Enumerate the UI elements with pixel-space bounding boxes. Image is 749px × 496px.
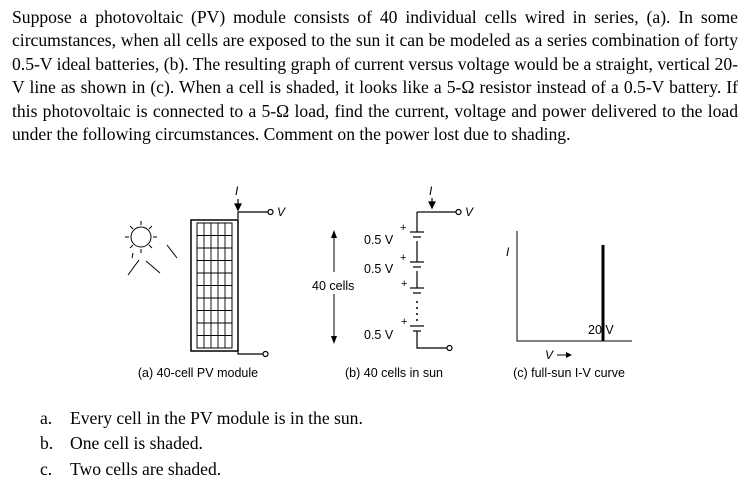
module-voltage-label: V xyxy=(277,205,286,219)
iv-axes xyxy=(517,231,632,341)
question-label: c. xyxy=(40,459,53,479)
caption-b: (b) 40 cells in sun xyxy=(345,366,443,380)
cell-voltage-label-top: 0.5 V xyxy=(364,233,394,247)
caption-a: (a) 40-cell PV module xyxy=(137,366,259,380)
module-wiring xyxy=(235,199,273,357)
iv-x-label: V xyxy=(545,348,554,362)
cell-voltage-label-mid: 0.5 V xyxy=(364,262,394,276)
cell-voltage-label-bottom: 0.5 V xyxy=(364,328,394,342)
question-item xyxy=(40,408,363,429)
cell-count-label: 40 cells xyxy=(312,279,355,293)
plus-sign-3: + xyxy=(401,278,408,290)
series-current-label: I xyxy=(429,184,433,198)
question-text: Every cell in the PV module is in the sun. xyxy=(70,408,363,428)
series-wiring xyxy=(417,198,461,351)
iv-y-label: I xyxy=(506,245,510,259)
question-label: b. xyxy=(40,433,54,453)
plus-sign-2: + xyxy=(400,252,407,264)
question-text: One cell is shaded. xyxy=(70,433,203,453)
question-label: a. xyxy=(40,408,53,428)
module-current-label: I xyxy=(235,184,239,198)
series-voltage-label: V xyxy=(465,205,474,219)
question-item xyxy=(40,459,221,480)
pv-module xyxy=(191,220,238,351)
caption-c: (c) full-sun I-V curve xyxy=(513,366,625,380)
plus-sign-4: + xyxy=(401,316,408,328)
iv-value-label: 20 V xyxy=(588,323,614,337)
question-text: Two cells are shaded. xyxy=(70,459,222,479)
battery-dots xyxy=(416,301,418,321)
sun-icon xyxy=(125,221,157,258)
iv-x-arrow xyxy=(557,352,572,358)
plus-sign-1: + xyxy=(400,222,407,234)
problem-paragraph: Suppose a photovoltaic (PV) module consists of 40 individual cells wired in series, (a). In some circumstances, when all cells are exposed to the sun it can be modeled as a series combination of forty 0.5-V ideal batteries, (b). The resulting graph of current versus voltage would be a straight, vertical 20-V line as shown in (c). When a cell is shaded, it looks like a 5-Ω resistor instead of a 0.5-V battery. If this photovoltaic is connected to a 5-Ω load, find the current, voltage and power delivered to the load under the following circumstances. Comment on the power lost due to shading. xyxy=(12,7,738,145)
question-item xyxy=(40,433,203,454)
sun-rays xyxy=(128,245,177,275)
